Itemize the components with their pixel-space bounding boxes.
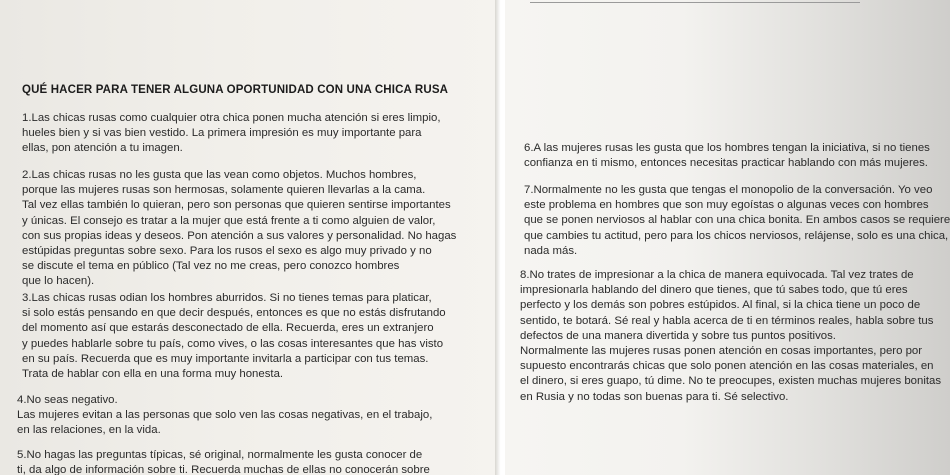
- text-line: ti, da algo de información sobre ti. Recuerda muchas de ellas no conocerán sobre: [17, 464, 430, 475]
- paragraph-6: [524, 141, 930, 171]
- right-page: [505, 0, 950, 475]
- text-line: supuesto encontrarás chicas que solo ponen atención en las cosas materiales, en: [520, 360, 934, 373]
- text-line: del momento así que estarás desconectado de ella. Recuerda, eres un extranjero: [22, 322, 434, 335]
- text-line: el dinero, si eres guapo, tú dime. No te preocupes, existen muchas mujeres bonitas: [520, 375, 942, 388]
- text-line: se discute el tema en público (Tal vez no me creas, pero conozco hombres: [22, 260, 400, 273]
- text-line: 1.Las chicas rusas como cualquier otra chica ponen mucha atención si eres limpio,: [22, 112, 441, 124]
- text-line: 4.No seas negativo.: [17, 394, 118, 406]
- text-line: defectos de una manera divertida y sobre tus puntos positivos.: [520, 329, 836, 342]
- text-line: que lo hacen).: [22, 275, 95, 288]
- text-line: en Rusia y no todas son buenas para ti. Sé selectivo.: [520, 390, 789, 403]
- text-line: con sus propias ideas y deseos. Pon atención a sus valores y personalidad. No hagas: [22, 229, 457, 242]
- paragraph-4: [17, 393, 432, 439]
- text-line: hueles bien y si vas bien vestido. La primera impresión es muy importante para: [22, 127, 422, 140]
- paragraph-2: [22, 168, 456, 290]
- text-line: que cambies tu actitud, pero para los chicos nerviosos, relájense, solo es una chica,: [524, 229, 949, 242]
- text-line: sentido, te botará. Sé real y habla acerca de ti en términos reales, habla sobre tus: [520, 314, 934, 327]
- text-line: Tal vez ellas también lo quieran, pero son personas que quieren sentirse importantes: [22, 199, 451, 212]
- text-line: Trata de hablar con ella en una forma muy honesta.: [22, 368, 284, 381]
- text-line: confianza en ti mismo, entonces necesitas practicar hablando con más mujeres.: [524, 157, 928, 170]
- text-line: y únicas. El consejo es tratar a la mujer que está frente a ti como alguien de valor,: [22, 214, 436, 227]
- text-line: Normalmente las mujeres rusas ponen atención en cosas importantes, pero por: [520, 345, 923, 358]
- text-line: 3.Las chicas rusas odian los hombres aburridos. Si no tienes temas para platicar,: [22, 292, 432, 304]
- text-line: y puedes hablarle sobre tu país, como vives, o las cosas interesantes que has visto: [22, 337, 444, 350]
- text-line: 2.Las chicas rusas no les gusta que las vean como objetos. Muchos hombres,: [22, 169, 417, 181]
- text-line: 8.No trates de impresionar a la chica de manera equivocada. Tal vez trates de: [520, 269, 914, 281]
- paragraph-8: [520, 268, 941, 405]
- text-line: en su país. Recuerda que es muy importante invitarla a participar con tus temas.: [22, 352, 429, 365]
- text-line: nada más.: [524, 244, 578, 257]
- article-heading: QUÉ HACER PARA TENER ALGUNA OPORTUNIDAD CON UNA CHICA RUSA: [22, 84, 449, 96]
- text-line: si solo estás pensando en que decir después, entonces es que no estás disfrutando: [22, 307, 446, 320]
- text-line: este problema en hombres que son muy egoístas o algunas veces con hombres: [524, 199, 929, 212]
- paragraph-7: [524, 183, 950, 259]
- text-line: estúpidas preguntas sobre sexo. Para los rusos el sexo es algo muy privado y no: [22, 245, 432, 258]
- page-top-rule: [530, 2, 860, 3]
- text-line: 7.Normalmente no les gusta que tengas el monopolio de la conversación. Yo veo: [524, 184, 933, 196]
- text-line: perfecto y los demás son pobres estúpidos. Al final, si la chica tiene un poco de: [520, 299, 921, 312]
- text-line: que se ponen nerviosos al hablar con una chica bonita. En ambos casos se requiere: [524, 214, 950, 227]
- text-line: porque las mujeres rusas son hermosas, solamente quieren llevarlas a la cama.: [22, 184, 426, 197]
- text-line: en las relaciones, en la vida.: [17, 424, 161, 437]
- text-line: ellas, pon atención a tu imagen.: [22, 142, 183, 155]
- text-line: Las mujeres evitan a las personas que solo ven las cosas negativas, en el trabajo,: [17, 409, 433, 422]
- text-line: 5.No hagas las preguntas típicas, sé original, normalmente les gusta conocer de: [17, 449, 423, 461]
- paragraph-1: [22, 111, 441, 157]
- text-line: 6.A las mujeres rusas les gusta que los hombres tengan la iniciativa, si no tienes: [524, 142, 930, 154]
- text-line: impresionarla hablando del dinero que tienes, que tú sabes todo, que tú eres: [520, 284, 908, 297]
- paragraph-3: [22, 291, 446, 382]
- paragraph-5: [17, 448, 430, 475]
